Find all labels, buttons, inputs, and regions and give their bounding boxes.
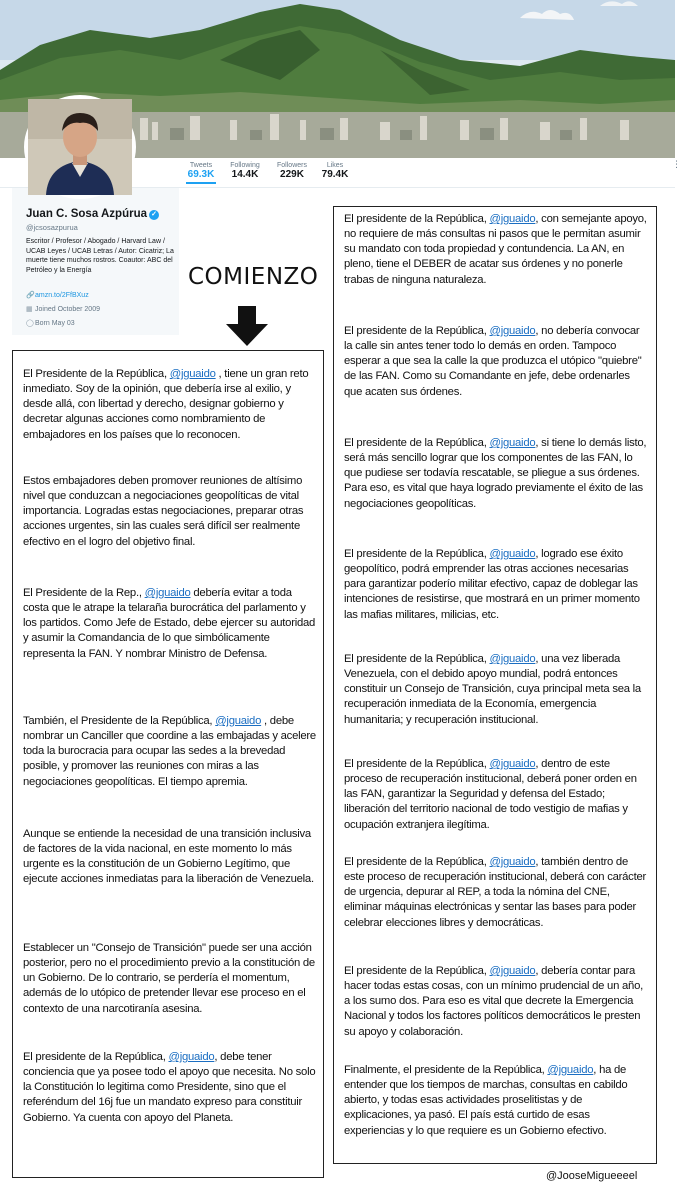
- left-paragraph: [23, 586, 317, 662]
- paragraph-text: , no debería convocar la calle sin antes tener todo lo demás en orden. Tampoco esperar a que sea la calle la que produzca el utópico "quiebre" de las FAN. Como su Comandante en jefe, debe ordenarles que acaten sus órdenes.: [344, 325, 642, 398]
- mention-link[interactable]: @jguaido: [144, 587, 191, 599]
- paragraph-text: , si tiene lo demás listo, será más sencillo lograr que los componentes de las FAN, lo que pudiese ser todavía rescatable, se pliegue a sus órdenes. Para eso, es vital que haya logrado previamente el éxito de las negociaciones geopolíticas.: [344, 437, 647, 510]
- stat-label: Tweets: [189, 162, 213, 169]
- right-paragraph: [344, 757, 650, 833]
- paragraph-text: , ha de entender que los tiempos de marchas, consultas en cabildo abierto, y todas esas actividades proselitistas y de explicaciones, ya pasó. El país está curtido de esas experiencias y lo que requiere es un Gobierno efectivo.: [344, 1064, 628, 1137]
- mention-link[interactable]: @jguaido: [489, 437, 536, 449]
- paragraph-text: , tiene un gran reto inmediato. Soy de la opinión, que debería irse al exilio, y desde allá, con libertad y derecho, designar gobierno y decretar algunas acciones como nombramiento de embajadores en los países que lo reconocen.: [23, 368, 309, 441]
- paragraph-text: , también dentro de este proceso de recuperación institucional, deberá con carácter de urgencia, depurar al REP, a toda la nómina del CNE, eliminar máquinas electrónicas y sentar las bases para poder celebrar elecciones libres y democráticas.: [344, 856, 647, 929]
- profile-link[interactable]: amzn.to/2FfBXuz: [35, 292, 89, 299]
- profile-name: [26, 208, 159, 220]
- profile-joined: Joined October 2009: [35, 306, 100, 313]
- right-text-column: [333, 206, 657, 1164]
- paragraph-text: El presidente de la República,: [23, 1051, 169, 1063]
- right-paragraph: [344, 964, 650, 1040]
- paragraph-text: El presidente de la República,: [344, 325, 490, 337]
- paragraph-text: , con semejante apoyo, no requiere de más consultas ni pasos que le permitan asumir su mandato con toda propiedad y contundencia. La AN, en pleno, tiene el DEBER de acatar sus órdenes y no ponerle trabas de ninguna naturaleza.: [344, 213, 647, 286]
- stat-label: Followers: [277, 162, 307, 169]
- paragraph-text: También, el Presidente de la República,: [23, 715, 216, 727]
- left-paragraph: [23, 941, 317, 1017]
- right-paragraph: [344, 436, 650, 512]
- paragraph-text: El presidente de la República,: [344, 758, 490, 770]
- stat-likes[interactable]: [321, 162, 349, 180]
- stat-value: 229K: [280, 169, 304, 180]
- paragraph-text: Establecer un "Consejo de Transición" puede ser una acción posterior, pero no el procedimiento previo a la constitución de un Gobierno. De lo contrario, se perdería el momentum, además de lo utópico de pretender llevar ese proceso en el contexto de una narcotiranía asesina.: [23, 942, 315, 1015]
- stat-tweets[interactable]: [186, 162, 216, 184]
- stat-label: Likes: [326, 162, 344, 169]
- profile-handle[interactable]: @jcsosazpurua: [26, 223, 78, 232]
- left-paragraph: [23, 1050, 317, 1126]
- avatar-photo: [28, 99, 132, 195]
- profile-card: [12, 188, 179, 335]
- right-paragraph: [344, 855, 650, 931]
- paragraph-text: El presidente de la República,: [344, 653, 490, 665]
- paragraph-text: , dentro de este proceso de recuperación institucional, deberá poner orden en las FAN, garantizar la Seguridad y defensa del Estado; liberación del territorio nacional de todo vestigio de mafias y ocupación extranjera ilegítima.: [344, 758, 637, 831]
- paragraph-text: debería evitar a toda costa que le atrape la telaraña burocrática del parlamento y los partidos. Como Jefe de Estado, debe ejercer su autoridad y asumir la Comandancia de lo que simbólicamente representa la FAN. Y nombrar Ministro de Defensa.: [23, 587, 316, 660]
- left-paragraph: [23, 714, 317, 790]
- paragraph-text: , debe tener conciencia que ya posee todo el apoyo que necesita. No solo la Constitución lo legitima como Presidente, sino que el referéndum del 16j fue un mandato expreso para constituir Gobierno. Ya cuenta con apoyo del Planeta.: [23, 1051, 316, 1124]
- footer-handle[interactable]: @JooseMigueeeel: [546, 1170, 638, 1182]
- mention-link[interactable]: @jguaido: [489, 758, 536, 770]
- mention-link[interactable]: @jguaido: [489, 965, 536, 977]
- right-paragraph: [344, 212, 650, 288]
- balloon-icon: ◯: [26, 320, 34, 327]
- paragraph-text: El Presidente de la Rep.,: [23, 587, 145, 599]
- paragraph-text: El presidente de la República,: [344, 856, 490, 868]
- paragraph-text: El presidente de la República,: [344, 437, 490, 449]
- profile-joined-row: [26, 305, 100, 313]
- stat-following[interactable]: [228, 162, 262, 180]
- start-heading: COMIENZO: [188, 264, 319, 290]
- paragraph-text: El presidente de la República,: [344, 548, 490, 560]
- mention-link[interactable]: @jguaido: [215, 715, 262, 727]
- mention-link[interactable]: @jguaido: [489, 856, 536, 868]
- profile-born: Born May 03: [35, 320, 75, 327]
- mention-link[interactable]: @jguaido: [547, 1064, 594, 1076]
- right-paragraph: [344, 324, 650, 400]
- left-paragraph: [23, 827, 317, 888]
- stat-label: Following: [230, 162, 260, 169]
- mention-link[interactable]: @jguaido: [489, 653, 536, 665]
- left-text-column: [12, 350, 324, 1178]
- paragraph-text: Estos embajadores deben promover reuniones de altísimo nivel que conduzcan a negociaciones geopolíticas de vital importancia. Logradas estas negociaciones, preparar otras acciones urgentes, sin las cuales será difícil ser realmente efectivo en el logro del objetivo final.: [23, 475, 304, 548]
- mention-link[interactable]: @jguaido: [489, 213, 536, 225]
- stat-followers[interactable]: [276, 162, 308, 180]
- profile-bio: Escritor / Profesor / Abogado / Harvard Law / UCAB Leyes / UCAB Letras / Autor: Cicatriz; La muerte tiene muchos rostros. Coautor: ABC del Petróleo y la Energía: [26, 238, 174, 274]
- more-options-icon[interactable]: ⋮: [672, 160, 681, 170]
- profile-born-row: [26, 319, 75, 327]
- link-icon: 🔗: [26, 292, 35, 299]
- left-paragraph: [23, 474, 317, 550]
- mention-link[interactable]: @jguaido: [489, 548, 536, 560]
- verified-badge-icon: ✓: [149, 210, 159, 220]
- profile-link-row: [26, 291, 89, 299]
- paragraph-text: , debería contar para hacer todas estas cosas, con un mínimo prudencial de un año, a los sumo dos. Para eso es vital que decrete la Emergencia Nacional y todos los factores políticos democráticos le presten su apoyo y colaboración.: [344, 965, 643, 1038]
- paragraph-text: , una vez liberada Venezuela, con el debido apoyo mundial, podrá entonces constituir un Consejo de Transición, cuya principal meta sea la recuperación inmediata de la Economía, emergencia humanitaria; y recuperación institucional.: [344, 653, 641, 726]
- stat-value: 14.4K: [231, 169, 259, 180]
- paragraph-text: , debe nombrar un Canciller que coordine a las embajadas y acelere toda la burocracia para ocupar las sedes a la brevedad posible, y promover las reuniones con miras a las negociaciones geopolíticas. El tiempo apremia.: [23, 715, 316, 788]
- paragraph-text: El presidente de la República,: [344, 213, 490, 225]
- mention-link[interactable]: @jguaido: [169, 368, 216, 380]
- left-paragraph: [23, 367, 317, 443]
- down-arrow-icon: [226, 306, 268, 346]
- calendar-icon: ▦: [26, 306, 33, 313]
- mention-link[interactable]: @jguaido: [489, 325, 536, 337]
- paragraph-text: Aunque se entiende la necesidad de una transición inclusiva de factores de la vida nacional, en este momento lo más urgente es la constitución de un Gobierno Legítimo, que ejecute acciones inmediatas para la liberación de Venezuela.: [23, 828, 314, 886]
- right-paragraph: [344, 1063, 650, 1139]
- paragraph-text: El presidente de la República,: [344, 965, 490, 977]
- stat-value: 69.3K: [187, 169, 215, 180]
- avatar[interactable]: [24, 95, 136, 199]
- right-paragraph: [344, 652, 650, 728]
- right-paragraph: [344, 547, 650, 623]
- paragraph-text: , logrado ese éxito geopolítico, podrá emprender las otras acciones necesarias para garantizar poderío militar efectivo, capaz de doblegar las intenciones de resistirse, que mostrará en un primer momento las mafias militares, milicias, etc.: [344, 548, 640, 621]
- stat-value: 79.4K: [321, 169, 349, 180]
- mention-link[interactable]: @jguaido: [168, 1051, 215, 1063]
- paragraph-text: Finalmente, el presidente de la República,: [344, 1064, 548, 1076]
- profile-name-text: Juan C. Sosa Azpúrua: [26, 208, 147, 220]
- paragraph-text: El Presidente de la República,: [23, 368, 170, 380]
